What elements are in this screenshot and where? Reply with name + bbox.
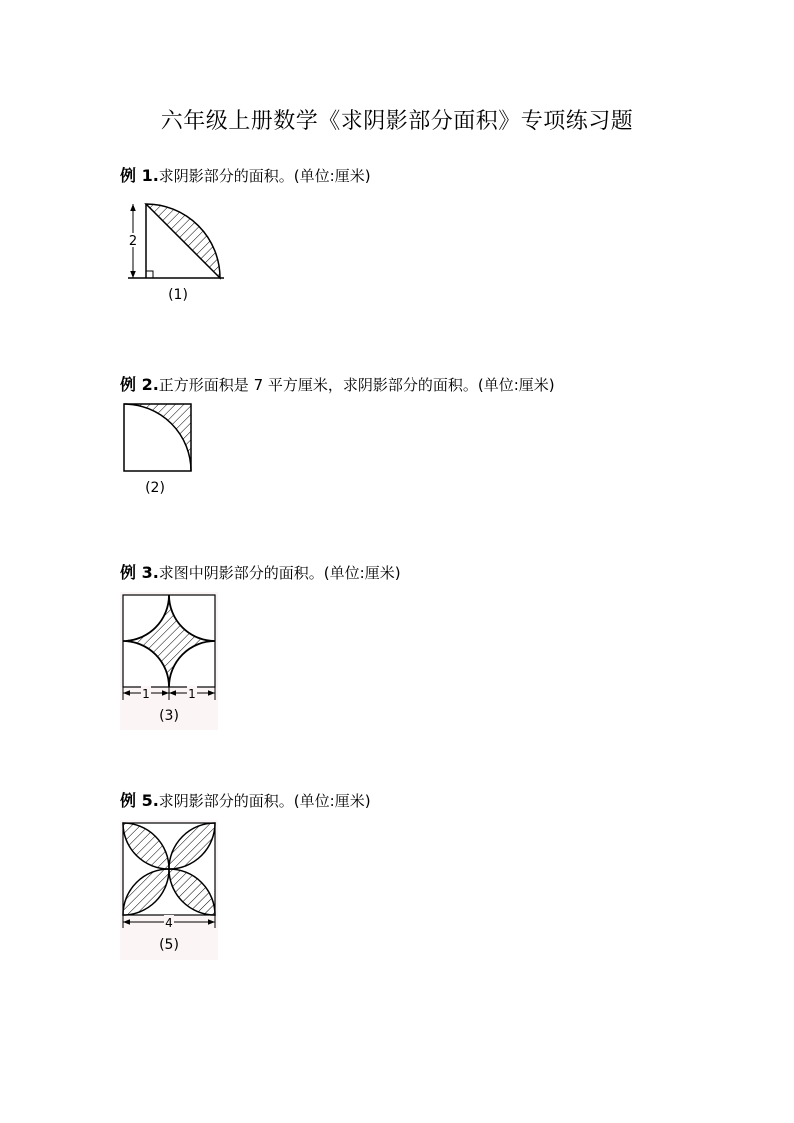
question-5-label: 例 5. — [120, 791, 159, 810]
figure-5 — [120, 820, 218, 960]
question-3 — [120, 560, 401, 583]
question-1-label: 例 1. — [120, 166, 159, 185]
figure-3-dimension-label-right: 1 — [188, 687, 196, 701]
page-title: 六年级上册数学《求阴影部分面积》专项练习题 — [160, 109, 634, 134]
figure-2-shaded-region — [124, 404, 191, 471]
figure-3-dimension-label-left: 1 — [142, 687, 150, 701]
question-1 — [120, 163, 371, 186]
question-2 — [120, 372, 555, 395]
figure-3-caption: (3) — [159, 708, 179, 724]
figure-5-caption: (5) — [159, 937, 179, 953]
question-2-text: 正方形面积是 7 平方厘米，求阴影部分的面积。(单位:厘米) — [158, 376, 555, 394]
question-3-text: 求图中阴影部分的面积。(单位:厘米) — [158, 564, 401, 582]
figure-1-right-angle-mark — [146, 271, 153, 278]
question-5-text: 求阴影部分的面积。(单位:厘米) — [158, 792, 371, 810]
figure-2-caption: (2) — [145, 480, 165, 496]
question-1-text: 求阴影部分的面积。(单位:厘米) — [158, 167, 371, 185]
question-5 — [120, 788, 371, 811]
figure-1 — [120, 195, 240, 290]
question-2-label: 例 2. — [120, 375, 159, 394]
figure-1-caption: (1) — [168, 287, 188, 303]
figure-2 — [120, 400, 196, 476]
figure-5-dimension-label: 4 — [165, 916, 173, 930]
figure-1-shaded-segment — [146, 204, 220, 278]
figure-3 — [120, 592, 218, 730]
question-3-label: 例 3. — [120, 563, 159, 582]
figure-1-dimension-label: 2 — [128, 234, 138, 249]
